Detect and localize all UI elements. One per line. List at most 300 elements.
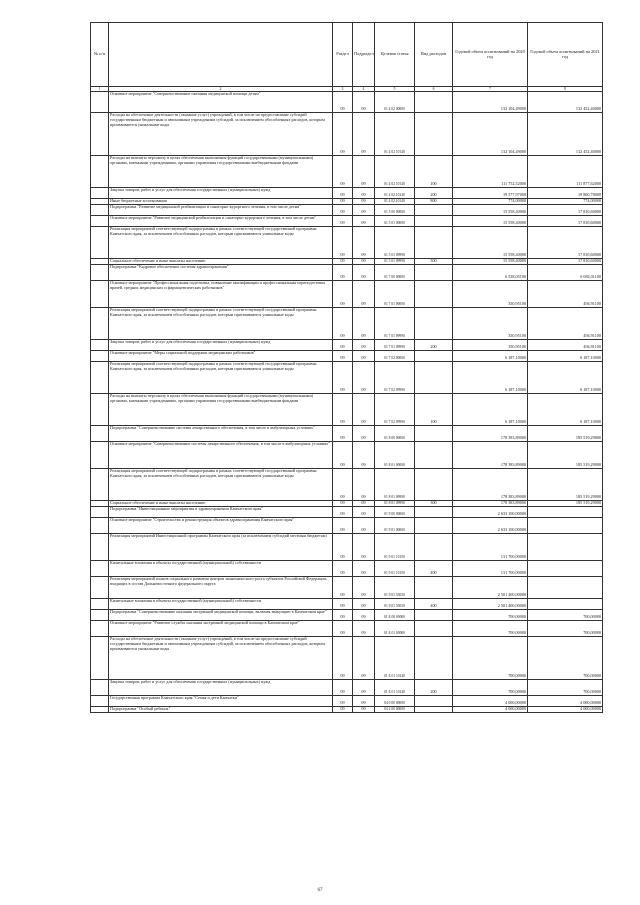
cell-name: Основное мероприятие "Меры социальной поддержки медицинских работников"	[109, 351, 333, 362]
cell-2020: 15 558,40000	[453, 216, 528, 227]
cell-2020: 15 558,40000	[453, 205, 528, 216]
cell-2021: 700,00000	[528, 637, 603, 680]
table-row	[91, 534, 603, 561]
cell-razdel: 09	[333, 351, 353, 362]
cell-name: Подпрограмма "Особый ребенок"	[109, 707, 333, 713]
cell-podrazdel: 09	[353, 680, 375, 696]
cell-2020: 2 501 400,00000	[453, 599, 528, 610]
cell-razdel: 09	[333, 308, 353, 340]
cell-podrazdel: 09	[353, 696, 375, 707]
cell-razdel: 09	[333, 216, 353, 227]
cell-target: 01 Б 01 00000	[375, 621, 415, 637]
cell-vid: 400	[415, 599, 453, 610]
cell-2020: 700,00000	[453, 680, 528, 696]
table-row	[91, 561, 603, 577]
cell-num	[91, 92, 109, 113]
cell-name: Закупка товаров, работ и услуг для обеспечения государственных (муниципальных) нужд	[109, 340, 333, 351]
cell-2021	[528, 599, 603, 610]
table-row	[91, 637, 603, 680]
cell-vid	[415, 469, 453, 501]
cell-podrazdel: 09	[353, 227, 375, 259]
cell-name: Подпрограмма "Совершенствование системы лекарственного обеспечения, в том числе в амбулаторных условиях"	[109, 426, 333, 442]
column-number: 2	[109, 87, 333, 92]
cell-razdel: 09	[333, 113, 353, 156]
cell-vid	[415, 610, 453, 621]
cell-razdel: 09	[333, 188, 353, 199]
cell-num	[91, 426, 109, 442]
cell-num	[91, 265, 109, 281]
cell-name: Расходы на выплаты персоналу в целях обеспечения выполнения функций государственными (муниципальными) органами, казенными учреждениями, органами управления государственными внебюджетными фондами	[109, 394, 333, 426]
cell-vid	[415, 265, 453, 281]
cell-razdel: 09	[333, 696, 353, 707]
cell-target: 01 4 02 10140	[375, 113, 415, 156]
cell-razdel: 09	[333, 426, 353, 442]
cell-name: Основное мероприятие "Строительство и реконструкция объектов здравоохранения Камчатского края"	[109, 518, 333, 534]
cell-num	[91, 362, 109, 394]
cell-vid	[415, 507, 453, 518]
column-number: 7	[453, 87, 528, 92]
cell-podrazdel: 09	[353, 621, 375, 637]
cell-2021: 700,00000	[528, 680, 603, 696]
cell-vid	[415, 621, 453, 637]
cell-2021: 185 519,29000	[528, 501, 603, 507]
cell-podrazdel: 09	[353, 205, 375, 216]
cell-target: 01 7 01 00000	[375, 281, 415, 308]
cell-vid	[415, 426, 453, 442]
cell-2020: 700,00000	[453, 610, 528, 621]
cell-2021: 111 877,62000	[528, 156, 603, 188]
cell-name: Реализация мероприятий соответствующей подпрограммы в рамках соответствующей государственной программы Камчатского края, за исключением обособленных расходов, которым присваиваются уникальные коды	[109, 469, 333, 501]
cell-razdel: 09	[333, 362, 353, 394]
cell-2021: 19 800,78000	[528, 188, 603, 199]
cell-name: Капитальные вложения в объекты государственной (муниципальной) собственности	[109, 561, 333, 577]
cell-num	[91, 577, 109, 599]
cell-vid	[415, 637, 453, 680]
cell-podrazdel: 09	[353, 507, 375, 518]
cell-podrazdel: 09	[353, 362, 375, 394]
cell-podrazdel: 09	[353, 340, 375, 351]
cell-2020: 2 633 100,00000	[453, 518, 528, 534]
cell-target: 01 7 02 09990	[375, 394, 415, 426]
cell-2021	[528, 561, 603, 577]
table-row	[91, 696, 603, 707]
cell-name: Подпрограмма "Инвестиционные мероприятия в здравоохранении Камчатского края"	[109, 507, 333, 518]
cell-podrazdel: 09	[353, 188, 375, 199]
cell-vid	[415, 518, 453, 534]
cell-num	[91, 351, 109, 362]
cell-podrazdel: 09	[353, 216, 375, 227]
cell-vid	[415, 281, 453, 308]
cell-name: Подпрограмма "Совершенствование оказания экстренной медицинской помощи, включая эвакуацию в Камчатском крае"	[109, 610, 333, 621]
cell-2021: 185 519,29000	[528, 426, 603, 442]
cell-2020: 350,95100	[453, 308, 528, 340]
cell-target: 01 5 00 00000	[375, 205, 415, 216]
cell-num	[91, 216, 109, 227]
cell-vid	[415, 351, 453, 362]
cell-vid: 400	[415, 561, 453, 577]
column-number: 6	[415, 87, 453, 92]
cell-num	[91, 599, 109, 610]
cell-2021: 494,91100	[528, 340, 603, 351]
cell-vid	[415, 707, 453, 713]
table-row	[91, 394, 603, 426]
cell-name: Государственная программа Камчатского края "Семья и дети Камчатки"	[109, 696, 333, 707]
table-row	[91, 707, 603, 713]
table-row	[91, 265, 603, 281]
cell-num	[91, 534, 109, 561]
cell-podrazdel: 09	[353, 199, 375, 205]
cell-vid: 200	[415, 340, 453, 351]
cell-num	[91, 227, 109, 259]
cell-razdel: 09	[333, 707, 353, 713]
header-num: № п/п	[91, 23, 109, 87]
cell-target: 01 4 02 00000	[375, 92, 415, 113]
cell-name: Основное мероприятие "Совершенствование системы лекарственного обеспечения, в том числе в амбулаторных условиях"	[109, 442, 333, 469]
table-row	[91, 216, 603, 227]
cell-target: 01 8 01 09990	[375, 501, 415, 507]
cell-2020: 6 187,10000	[453, 394, 528, 426]
cell-vid	[415, 308, 453, 340]
cell-razdel: 09	[333, 92, 353, 113]
cell-2020: 350,95100	[453, 281, 528, 308]
cell-podrazdel: 09	[353, 707, 375, 713]
cell-num	[91, 680, 109, 696]
cell-target: 01 8 00 00000	[375, 426, 415, 442]
table-row	[91, 340, 603, 351]
table-row	[91, 621, 603, 637]
cell-name: Основное мероприятие "Совершенствование оказания медицинской помощи детям"	[109, 92, 333, 113]
cell-target: 01 7 01 09990	[375, 340, 415, 351]
cell-vid: 100	[415, 394, 453, 426]
cell-name: Основное мероприятие "Развитие медицинской реабилитации и санаторно-курортного лечения, в том числе детям"	[109, 216, 333, 227]
cell-podrazdel: 09	[353, 561, 375, 577]
table-row	[91, 442, 603, 469]
header-target: Целевая статья	[375, 23, 415, 87]
cell-razdel: 09	[333, 621, 353, 637]
cell-2021: 185 519,29000	[528, 442, 603, 469]
cell-2021: 494,91100	[528, 281, 603, 308]
cell-num	[91, 442, 109, 469]
cell-target: 01 9 01 55050	[375, 577, 415, 599]
cell-2021: 494,91100	[528, 308, 603, 340]
cell-podrazdel: 09	[353, 351, 375, 362]
cell-2021: 4 000,00000	[528, 696, 603, 707]
cell-vid	[415, 362, 453, 394]
cell-razdel: 09	[333, 199, 353, 205]
cell-podrazdel: 09	[353, 469, 375, 501]
cell-target: 01 4 02 10140	[375, 188, 415, 199]
cell-target: 01 7 00 00000	[375, 265, 415, 281]
cell-name: Закупка товаров, работ и услуг для обеспечения государственных (муниципальных) нужд	[109, 680, 333, 696]
cell-num	[91, 205, 109, 216]
table-row	[91, 610, 603, 621]
cell-2021: 774,00000	[528, 199, 603, 205]
cell-razdel: 09	[333, 281, 353, 308]
table-row	[91, 680, 603, 696]
header-2021: Годовой объем ассигнований на 2021 год	[528, 23, 603, 87]
header-name	[109, 23, 333, 87]
cell-target: 01 8 01 09990	[375, 469, 415, 501]
cell-razdel: 09	[333, 599, 353, 610]
cell-razdel: 09	[333, 561, 353, 577]
cell-podrazdel: 09	[353, 599, 375, 610]
cell-vid: 200	[415, 680, 453, 696]
cell-2020: 4 000,00000	[453, 696, 528, 707]
column-number: 8	[528, 87, 603, 92]
cell-2020: 178 383,89000	[453, 469, 528, 501]
cell-2021: 4 000,00000	[528, 707, 603, 713]
column-number: 5	[375, 87, 415, 92]
cell-name: Расходы на выплаты персоналу в целях обеспечения выполнения функций государственными (муниципальными) органами, казенными учреждениями, органами управления государственными внебюджетными фондами	[109, 156, 333, 188]
cell-razdel: 09	[333, 156, 353, 188]
cell-name: Расходы на обеспечение деятельности (оказание услуг) учреждений, в том числе на предоставление субсидий государственным бюджетным и автономным учреждениям субсидий, за исключением обособленных расходов, которым присваиваются уникальные коды	[109, 113, 333, 156]
header-vid: Вид расходов	[415, 23, 453, 87]
cell-2020: 6 187,10000	[453, 362, 528, 394]
header-podrazdel: Подраздел	[353, 23, 375, 87]
cell-razdel: 09	[333, 205, 353, 216]
cell-num	[91, 469, 109, 501]
cell-2021: 17 810,60000	[528, 216, 603, 227]
cell-target: 01 9 00 00000	[375, 507, 415, 518]
cell-2020: 132 104,49000	[453, 113, 528, 156]
cell-podrazdel: 09	[353, 394, 375, 426]
cell-num	[91, 707, 109, 713]
cell-target: 01 9 01 00000	[375, 518, 415, 534]
cell-2020: 15 558,40000	[453, 259, 528, 265]
cell-2020: 132 104,49000	[453, 92, 528, 113]
cell-podrazdel: 09	[353, 577, 375, 599]
cell-target: 01 Б 01 10140	[375, 637, 415, 680]
cell-2020: 2 633 100,00000	[453, 507, 528, 518]
cell-2021	[528, 534, 603, 561]
cell-vid: 100	[415, 156, 453, 188]
cell-num	[91, 394, 109, 426]
cell-vid	[415, 442, 453, 469]
cell-name: Реализация мероприятий соответствующей подпрограммы в рамках соответствующей государственной программы Камчатского края, за исключением обособленных расходов, которым присваиваются уникальные коды	[109, 308, 333, 340]
cell-razdel: 09	[333, 680, 353, 696]
table-row	[91, 188, 603, 199]
cell-num	[91, 561, 109, 577]
table-row	[91, 205, 603, 216]
table-row	[91, 308, 603, 340]
cell-vid	[415, 534, 453, 561]
cell-target: 01 8 01 00000	[375, 442, 415, 469]
cell-target: 01 9 01 10150	[375, 561, 415, 577]
cell-2021	[528, 518, 603, 534]
cell-2020: 350,95100	[453, 340, 528, 351]
table-row	[91, 227, 603, 259]
cell-name: Основное мероприятие "Профессиональная подготовка, повышение квалификации и профессиональная переподготовка врачей, средних медицинских и фармацевтических работников"	[109, 281, 333, 308]
column-number: 4	[353, 87, 375, 92]
cell-num	[91, 621, 109, 637]
header-2020: Годовой объем ассигнований на 2020 год	[453, 23, 528, 87]
cell-vid: 200	[415, 188, 453, 199]
cell-podrazdel: 09	[353, 610, 375, 621]
cell-target: 04 0 00 00000	[375, 696, 415, 707]
cell-razdel: 09	[333, 227, 353, 259]
cell-podrazdel: 09	[353, 156, 375, 188]
cell-name: Подпрограмма "Кадровое обеспечение системы здравоохранения"	[109, 265, 333, 281]
cell-podrazdel: 09	[353, 501, 375, 507]
cell-name: Реализация мероприятий соответствующей подпрограммы в рамках соответствующей государственной программы Камчатского края, за исключением обособленных расходов, которым присваиваются уникальные коды	[109, 362, 333, 394]
cell-target: 01 5 01 09990	[375, 259, 415, 265]
cell-2020: 178 383,89000	[453, 501, 528, 507]
cell-name: Расходы на обеспечение деятельности (оказание услуг) учреждений, в том числе на предоставление субсидий государственным бюджетным и автономным учреждениям субсидий, за исключением обособленных расходов, которым присваиваются уникальные коды	[109, 637, 333, 680]
cell-2021: 700,00000	[528, 610, 603, 621]
table-row	[91, 518, 603, 534]
cell-razdel: 09	[333, 637, 353, 680]
cell-razdel: 09	[333, 577, 353, 599]
table-row	[91, 599, 603, 610]
cell-2020: 131 700,00000	[453, 561, 528, 577]
cell-podrazdel: 09	[353, 442, 375, 469]
cell-name: Реализация мероприятий планов социального развития центров экономического роста субъектов Российской Федерации, входящих в состав Дальневосточного федерального округа	[109, 577, 333, 599]
cell-podrazdel: 09	[353, 637, 375, 680]
cell-2021: 17 810,60000	[528, 205, 603, 216]
cell-razdel: 09	[333, 507, 353, 518]
table-row	[91, 426, 603, 442]
cell-2021: 17 810,60000	[528, 259, 603, 265]
cell-2021: 132 452,40000	[528, 92, 603, 113]
cell-2020: 15 558,40000	[453, 227, 528, 259]
cell-podrazdel: 09	[353, 281, 375, 308]
cell-name: Реализация мероприятий соответствующей подпрограммы в рамках соответствующей государственной программы Камчатского края, за исключением обособленных расходов, которым присваиваются уникальные коды	[109, 227, 333, 259]
cell-vid	[415, 113, 453, 156]
cell-vid	[415, 92, 453, 113]
cell-razdel: 09	[333, 394, 353, 426]
cell-num	[91, 637, 109, 680]
cell-num	[91, 113, 109, 156]
cell-name: Капитальные вложения в объекты государственной (муниципальной) собственности	[109, 599, 333, 610]
table-row	[91, 113, 603, 156]
cell-target: 01 9 01 55050	[375, 599, 415, 610]
cell-podrazdel: 09	[353, 518, 375, 534]
cell-podrazdel: 09	[353, 259, 375, 265]
cell-num	[91, 188, 109, 199]
cell-2020: 2 501 400,00000	[453, 577, 528, 599]
cell-vid	[415, 216, 453, 227]
cell-2020: 700,00000	[453, 637, 528, 680]
cell-target: 04 2 00 00000	[375, 707, 415, 713]
cell-target: 01 Б 01 10140	[375, 680, 415, 696]
page-number: 67	[317, 888, 323, 893]
cell-2020: 178 383,89000	[453, 442, 528, 469]
cell-num	[91, 308, 109, 340]
column-number: 3	[333, 87, 353, 92]
cell-num	[91, 518, 109, 534]
cell-2020: 774,00000	[453, 199, 528, 205]
table-row	[91, 507, 603, 518]
cell-num	[91, 156, 109, 188]
cell-2020: 6 187,10000	[453, 351, 528, 362]
cell-num	[91, 507, 109, 518]
budget-table	[90, 22, 603, 713]
cell-target: 01 7 02 09990	[375, 362, 415, 394]
cell-podrazdel: 09	[353, 113, 375, 156]
cell-razdel: 09	[333, 259, 353, 265]
cell-podrazdel: 09	[353, 308, 375, 340]
cell-target: 01 7 02 00000	[375, 351, 415, 362]
cell-target: 01 5 01 00000	[375, 216, 415, 227]
cell-name: Подпрограмма "Развитие медицинской реабилитации и санаторно-курортного лечения, в том числе детям"	[109, 205, 333, 216]
cell-name: Социальное обеспечение и иные выплаты населению	[109, 259, 333, 265]
cell-num	[91, 610, 109, 621]
cell-2021: 700,00000	[528, 621, 603, 637]
cell-2021	[528, 577, 603, 599]
cell-name: Закупка товаров, работ и услуг для обеспечения государственных (муниципальных) нужд	[109, 188, 333, 199]
cell-razdel: 09	[333, 610, 353, 621]
cell-2020: 178 383,89000	[453, 426, 528, 442]
cell-razdel: 09	[333, 265, 353, 281]
table-row	[91, 351, 603, 362]
cell-razdel: 09	[333, 469, 353, 501]
cell-2021: 17 810,60000	[528, 227, 603, 259]
table-row	[91, 577, 603, 599]
column-number: 1	[91, 87, 109, 92]
cell-target: 01 7 01 09990	[375, 308, 415, 340]
cell-podrazdel: 09	[353, 265, 375, 281]
cell-vid	[415, 696, 453, 707]
table-header-row	[91, 23, 603, 87]
cell-vid	[415, 577, 453, 599]
cell-target: 01 4 02 10140	[375, 156, 415, 188]
cell-num	[91, 696, 109, 707]
cell-vid	[415, 205, 453, 216]
cell-name: Реализация мероприятий Инвестиционной программы Камчатского края (за исключением субсидий местным бюджетам)	[109, 534, 333, 561]
cell-target: 01 9 01 10150	[375, 534, 415, 561]
cell-podrazdel: 09	[353, 426, 375, 442]
cell-2021: 6 682,01100	[528, 265, 603, 281]
cell-target: 01 4 02 10140	[375, 199, 415, 205]
table-row	[91, 362, 603, 394]
cell-razdel: 09	[333, 534, 353, 561]
cell-2021: 185 519,29000	[528, 469, 603, 501]
cell-num	[91, 281, 109, 308]
cell-2021	[528, 507, 603, 518]
table-row	[91, 156, 603, 188]
cell-2020: 19 577,97000	[453, 188, 528, 199]
cell-2021: 132 452,40000	[528, 113, 603, 156]
cell-podrazdel: 09	[353, 92, 375, 113]
cell-podrazdel: 09	[353, 534, 375, 561]
header-razdel: Раздел	[333, 23, 353, 87]
table-row	[91, 92, 603, 113]
cell-razdel: 09	[333, 340, 353, 351]
cell-2021: 6 187,10000	[528, 351, 603, 362]
cell-2020: 6 538,05100	[453, 265, 528, 281]
cell-num	[91, 340, 109, 351]
cell-razdel: 09	[333, 518, 353, 534]
cell-vid: 300	[415, 501, 453, 507]
cell-razdel: 09	[333, 442, 353, 469]
table-row	[91, 469, 603, 501]
cell-2020: 111 752,52000	[453, 156, 528, 188]
cell-vid	[415, 227, 453, 259]
cell-name: Иные бюджетные ассигнования	[109, 199, 333, 205]
cell-2020: 131 700,00000	[453, 534, 528, 561]
cell-vid: 300	[415, 259, 453, 265]
cell-2020: 4 000,00000	[453, 707, 528, 713]
cell-name: Социальное обеспечение и иные выплаты населению	[109, 501, 333, 507]
cell-target: 01 5 01 09990	[375, 227, 415, 259]
cell-razdel: 09	[333, 501, 353, 507]
cell-2021: 6 187,10000	[528, 362, 603, 394]
table-row	[91, 281, 603, 308]
cell-target: 01 Б 00 00000	[375, 610, 415, 621]
cell-name: Основное мероприятие "Развитие службы оказания экстренной медицинской помощи в Камчатском крае"	[109, 621, 333, 637]
cell-vid: 800	[415, 199, 453, 205]
cell-2021: 6 187,10000	[528, 394, 603, 426]
